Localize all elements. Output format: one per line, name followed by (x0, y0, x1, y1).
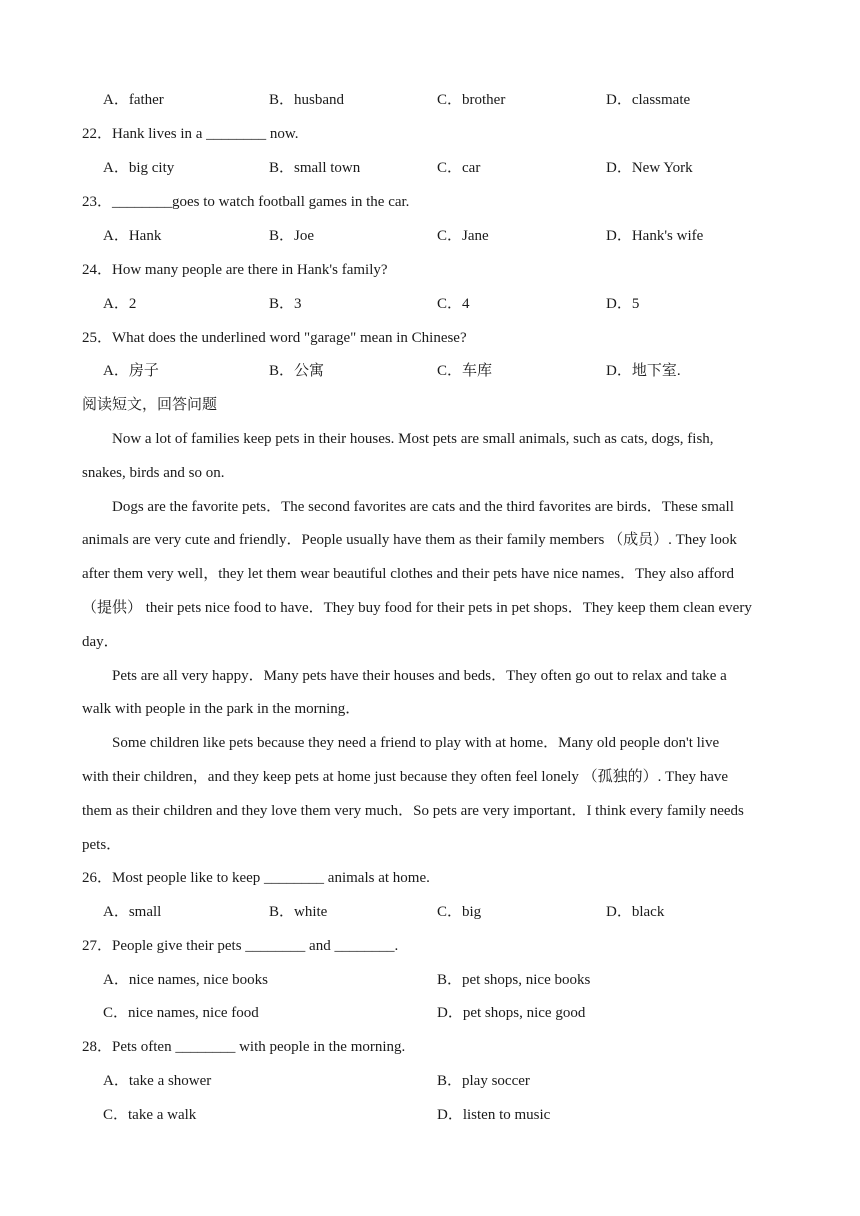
option-a: A．nice names, nice books (103, 972, 268, 988)
passage-line: day． (82, 634, 119, 650)
option-d: D．New York (606, 160, 693, 176)
option-c: C．big (437, 904, 482, 920)
option-a: A．Hank (103, 228, 162, 244)
option-d: D．listen to music (437, 1107, 551, 1123)
passage-line: after them very well，they let them wear beautiful clothes and their pets have nice names．They also afford (82, 566, 734, 582)
passage-line: with their children，and they keep pets at home just because they often feel lonely （孤独的）. They have (82, 769, 729, 785)
passage-line: pets． (82, 837, 122, 853)
passage-line: （提供） their pets nice food to have．They buy food for their pets in pet shops．They keep them clean every (82, 600, 752, 616)
question-22-stem: 22．Hank lives in a ________ now. (82, 126, 299, 142)
option-a: A．房子 (103, 363, 159, 379)
option-d: D．地下室. (606, 363, 681, 379)
passage-line: snakes, birds and so on. (82, 465, 225, 481)
option-a: A．small (103, 904, 162, 920)
question-28-stem: 28．Pets often ________ with people in the morning. (82, 1039, 406, 1055)
option-b: B．small town (269, 160, 361, 176)
option-b: B．3 (269, 296, 302, 312)
passage-line: Dogs are the favorite pets．The second favorites are cats and the third favorites are birds．These small (112, 499, 734, 515)
passage-line: Some children like pets because they need a friend to play with at home．Many old people don't live (112, 735, 720, 751)
option-d: D．pet shops, nice good (437, 1005, 586, 1021)
option-b: B．公寓 (269, 363, 325, 379)
option-c: C．Jane (437, 228, 489, 244)
option-b: B．Joe (269, 228, 315, 244)
option-d: D．classmate (606, 92, 691, 108)
option-b: B．pet shops, nice books (437, 972, 591, 988)
option-d: D．Hank's wife (606, 228, 704, 244)
passage-line: walk with people in the park in the morning． (82, 701, 361, 717)
option-b: B．play soccer (437, 1073, 530, 1089)
option-a: A．big city (103, 160, 175, 176)
passage-line: them as their children and they love them very much．So pets are very important．I think every family needs (82, 803, 744, 819)
option-c: C．车库 (437, 363, 493, 379)
option-d: D．5 (606, 296, 640, 312)
option-b: B．husband (269, 92, 345, 108)
question-25-stem: 25．What does the underlined word "garage" mean in Chinese? (82, 330, 467, 346)
option-b: B．white (269, 904, 328, 920)
question-26-stem: 26．Most people like to keep ________ animals at home. (82, 870, 430, 886)
question-24-stem: 24．How many people are there in Hank's family? (82, 262, 388, 278)
option-c: C．car (437, 160, 481, 176)
section-title: 阅读短文，回答问题 (82, 397, 218, 413)
option-c: C．brother (437, 92, 506, 108)
option-d: D．black (606, 904, 665, 920)
option-a: A．take a shower (103, 1073, 212, 1089)
option-c: C．nice names, nice food (103, 1005, 259, 1021)
passage-line: Now a lot of families keep pets in their houses. Most pets are small animals, such as cats, dogs, fish, (112, 431, 714, 447)
option-c: C．take a walk (103, 1107, 197, 1123)
option-c: C．4 (437, 296, 470, 312)
question-27-stem: 27．People give their pets ________ and ________. (82, 938, 399, 954)
option-a: A．2 (103, 296, 137, 312)
passage-line: animals are very cute and friendly．People usually have them as their family members （成员）. They look (82, 532, 737, 548)
option-a: A．father (103, 92, 164, 108)
question-23-stem: 23．________goes to watch football games in the car. (82, 194, 410, 210)
passage-line: Pets are all very happy．Many pets have their houses and beds．They often go out to relax and take a (112, 668, 727, 684)
